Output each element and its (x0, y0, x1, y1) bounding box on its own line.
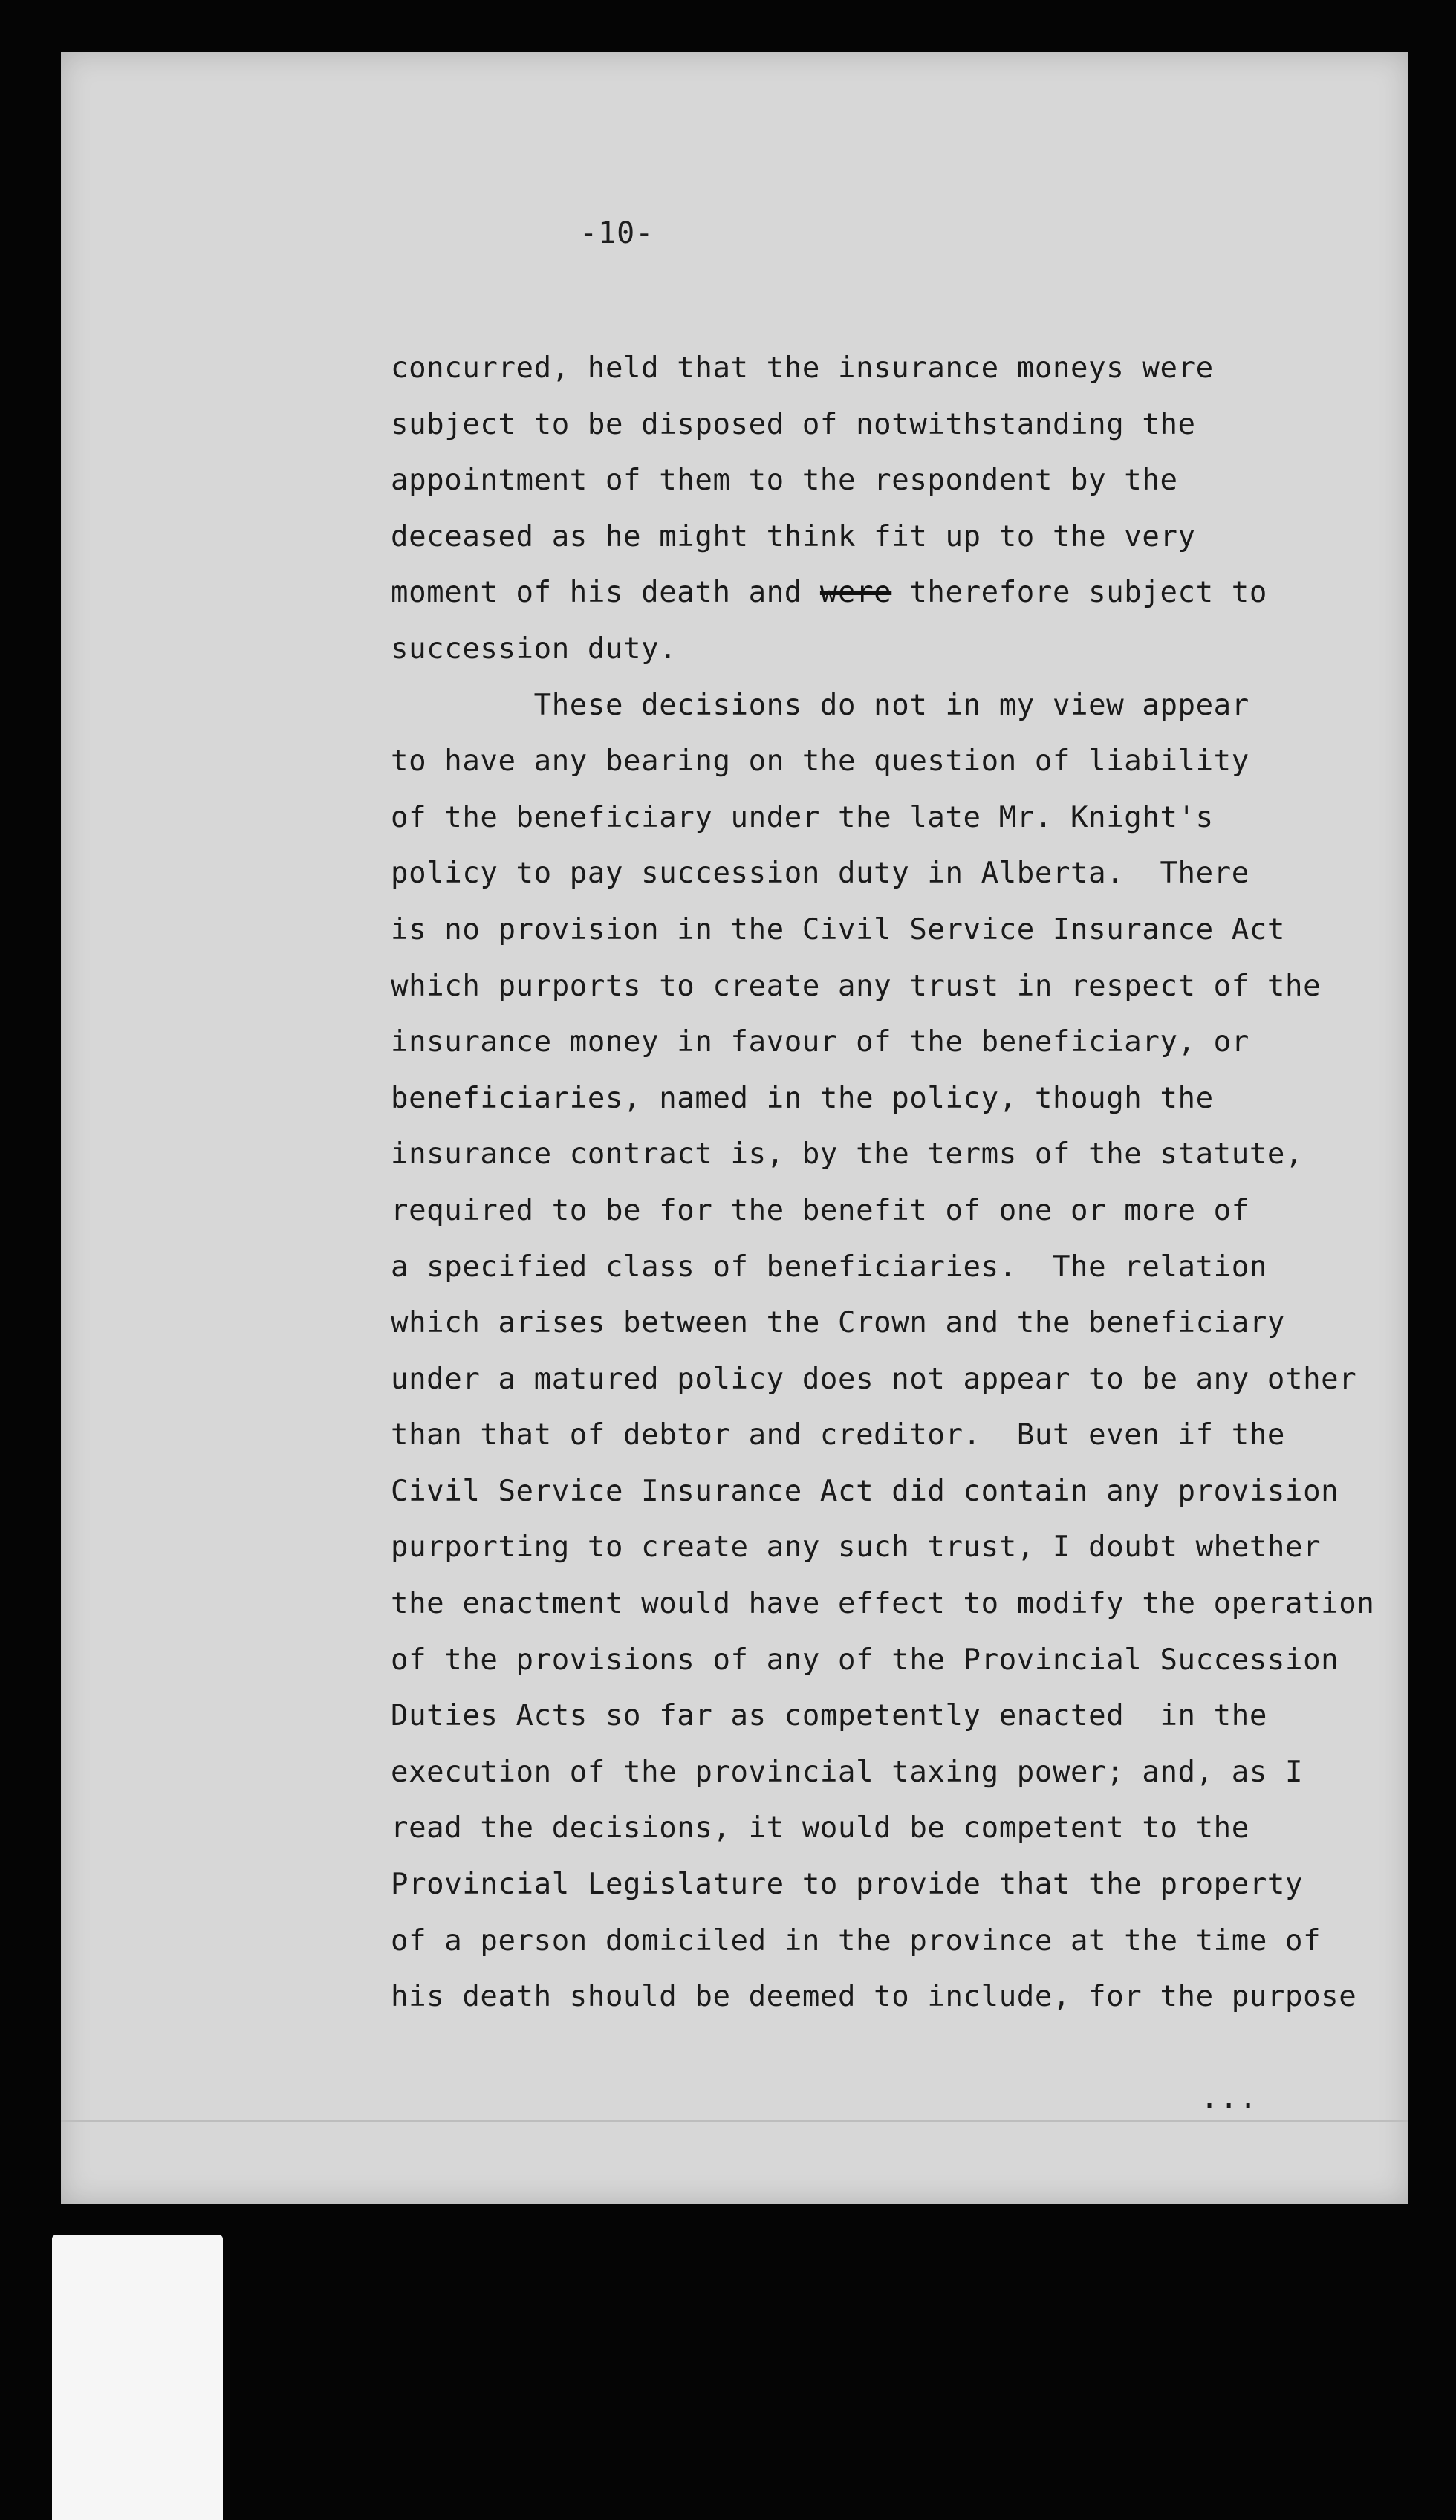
text-line: deceased as he might think fit up to the very (391, 519, 1196, 553)
text-line: moment of his death and were therefore subject to (391, 565, 1401, 621)
text-line: insurance contract is, by the terms of the statute, (391, 1137, 1304, 1172)
text-line: under a matured policy does not appear to be any other (391, 1362, 1357, 1396)
text-line: insurance money in favour of the beneficiary, or (391, 1025, 1249, 1059)
text-line: read the decisions, it would be competent to the (391, 1811, 1249, 1845)
text-line: of the provisions of any of the Provincial Succession (391, 1643, 1339, 1677)
text-line: the enactment would have effect to modify the operation (391, 1587, 1375, 1621)
body-text (391, 340, 1401, 2025)
text-line: a specified class of beneficiaries. The relation (391, 1250, 1267, 1284)
text-line: which arises between the Crown and the beneficiary (391, 1306, 1285, 1340)
text-line: of a person domiciled in the province at the time of (391, 1923, 1322, 1958)
text-line: of the beneficiary under the late Mr. Knight's (391, 800, 1214, 834)
text-line: Civil Service Insurance Act did contain any provision (391, 1474, 1339, 1508)
page-bottom-edge (61, 2120, 1408, 2122)
text-line: to have any bearing on the question of liability (391, 744, 1249, 779)
text-line: policy to pay succession duty in Alberta. There (391, 857, 1249, 891)
film-label-tab (52, 2235, 223, 2520)
page-number: -10- (579, 216, 654, 250)
text-line: subject to be disposed of notwithstanding the (391, 407, 1196, 441)
text-line: is no provision in the Civil Service Insurance Act (391, 912, 1285, 946)
continuation-dots: ... (1200, 2081, 1259, 2115)
text-line: his death should be deemed to include, for the purpose (391, 1980, 1357, 2014)
text-line: which purports to create any trust in respect of the (391, 969, 1322, 1003)
text-line: succession duty. (391, 631, 677, 666)
text-line: required to be for the benefit of one or more of (391, 1193, 1249, 1227)
text-line: concurred, held that the insurance moneys were (391, 351, 1214, 385)
text-line: beneficiaries, named in the policy, though the (391, 1081, 1214, 1115)
struck-out-word: were (819, 576, 892, 610)
text-line: Provincial Legislature to provide that the property (391, 1868, 1304, 1902)
text-line: purporting to create any such trust, I doubt whether (391, 1530, 1322, 1565)
text-line: execution of the provincial taxing power; and, as I (391, 1755, 1304, 1789)
text-line: These decisions do not in my view appear (391, 688, 1249, 722)
text-line: than that of debtor and creditor. But even if the (391, 1418, 1285, 1452)
text-line: Duties Acts so far as competently enacted in the (391, 1699, 1267, 1733)
text-line: appointment of them to the respondent by the (391, 464, 1178, 498)
